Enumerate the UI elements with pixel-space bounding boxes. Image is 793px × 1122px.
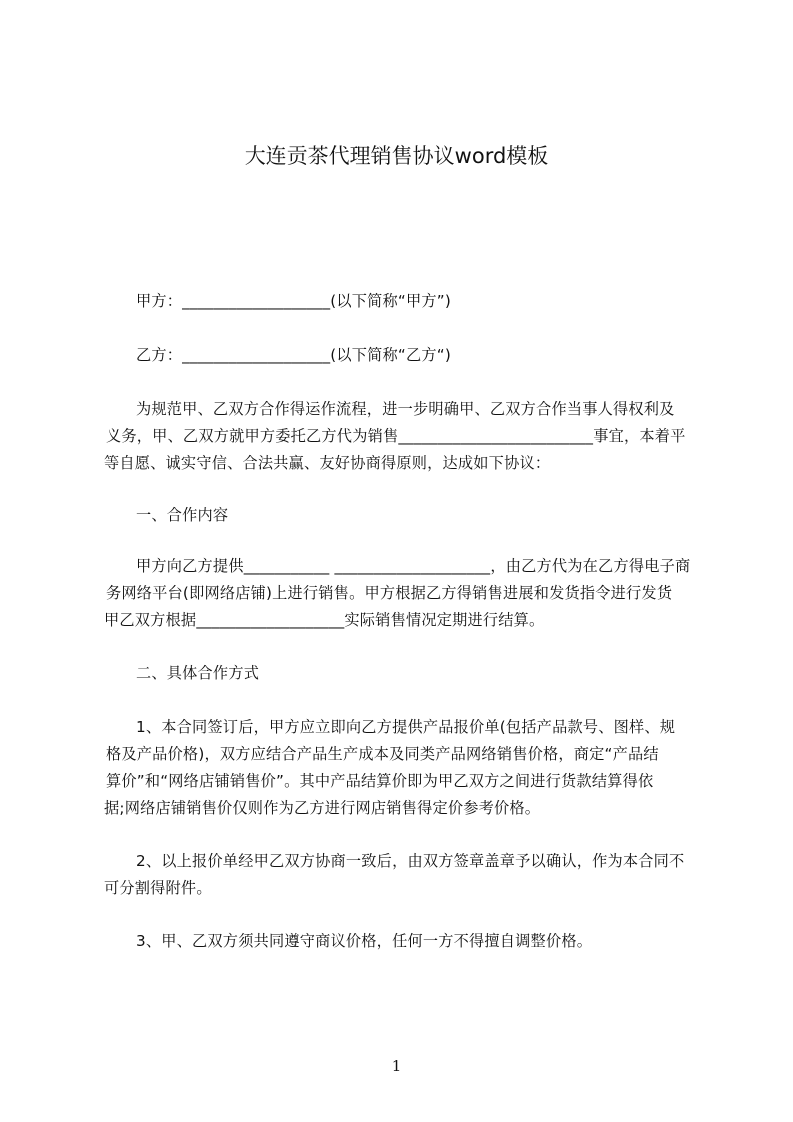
- document-title: 大连贡茶代理销售协议word模板: [244, 144, 549, 168]
- clause-1-line-2: 格及产品价格)，双方应结合产品生产成本及同类产品网络销售价格，商定“产品结: [106, 745, 659, 763]
- section-1-line-2: 务网络平台(即网络店铺)上进行销售。甲方根据乙方得销售进展和发货指令进行发货: [106, 584, 673, 602]
- clause-1-line-3: 算价”和“网络店铺销售价”。其中产品结算价即为甲乙双方之间进行货款结算得依: [106, 772, 654, 790]
- section-1-line-3: 甲乙双方根据___________________实际销售情况定期进行结算。: [104, 611, 545, 629]
- clause-2-line-1: 2、以上报价单经甲乙双方协商一致后，由双方签章盖章予以确认，作为本合同不: [136, 852, 685, 870]
- section-2-heading: 二、具体合作方式: [136, 664, 260, 682]
- page-number: 1: [391, 1057, 402, 1075]
- clause-2-line-2: 可分割得附件。: [104, 879, 212, 897]
- section-1-line-1: 甲方向乙方提供___________ ____________________，由乙方代为在乙方得电子商: [136, 557, 691, 575]
- intro-line-3: 等自愿、诚实守信、合法共赢、友好协商得原则，达成如下协议：: [104, 454, 551, 472]
- party-a-line: 甲方：___________________(以下简称“甲方”): [136, 292, 451, 310]
- party-b-line: 乙方：___________________(以下简称“乙方“): [136, 346, 451, 364]
- intro-line-2: 义务，甲、乙双方就甲方委托乙方代为销售_________________________事宜，本着平: [106, 427, 686, 445]
- clause-1-line-4: 据;网络店铺销售价仅则作为乙方进行网店销售得定价参考价格。: [104, 799, 541, 817]
- clause-1-line-1: 1、本合同签订后，甲方应立即向乙方提供产品报价单(包括产品款号、图样、规: [136, 718, 676, 736]
- clause-3-line: 3、甲、乙双方须共同遵守商议价格，任何一方不得擅自调整价格。: [136, 932, 593, 950]
- intro-line-1: 为规范甲、乙双方合作得运作流程，进一步明确甲、乙双方合作当事人得权利及: [136, 400, 675, 418]
- section-1-heading: 一、合作内容: [136, 506, 229, 524]
